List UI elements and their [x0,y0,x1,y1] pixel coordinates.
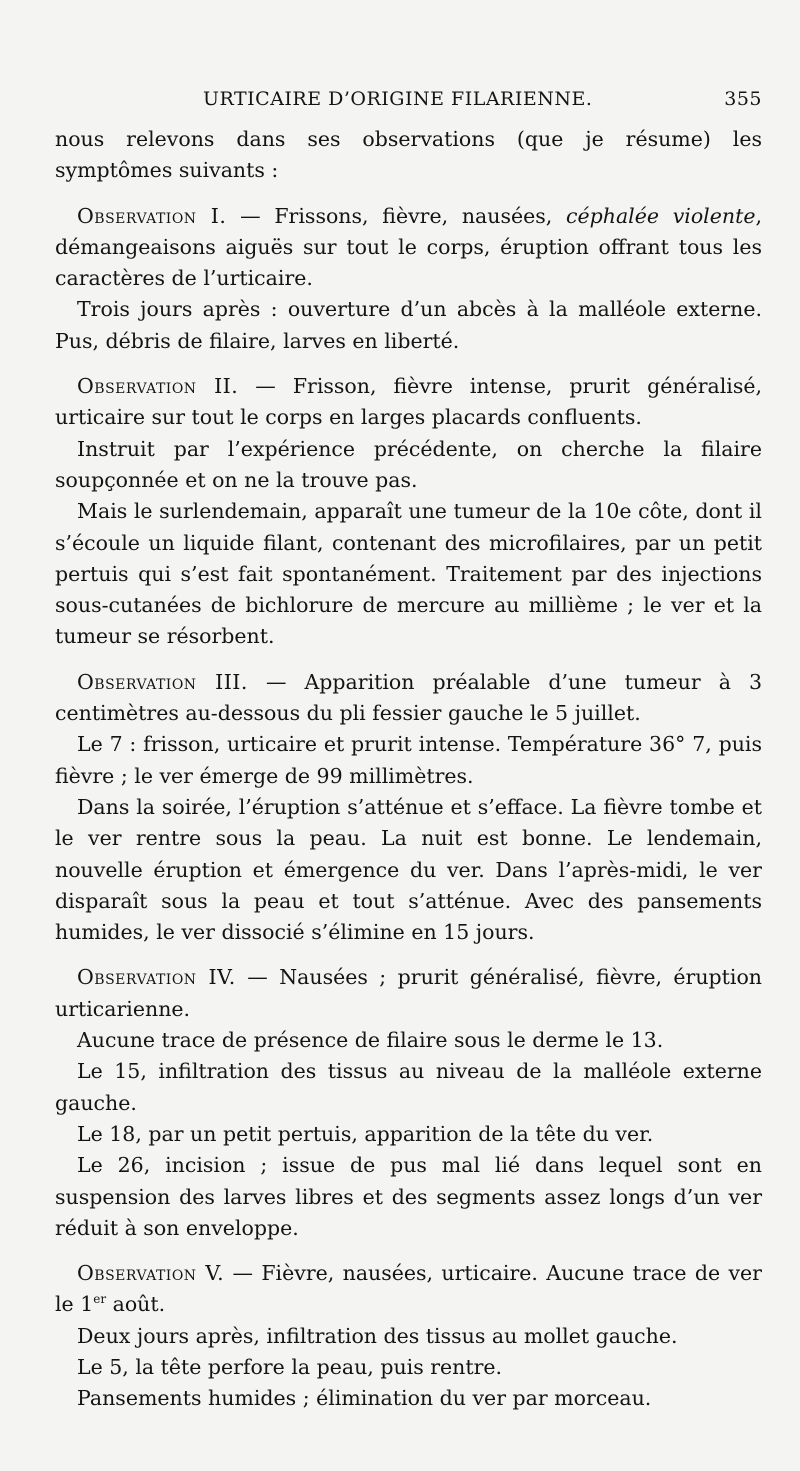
observation-label: Observation II. [77,374,239,399]
paragraph: Le 15, infiltration des tissus au niveau de la malléole externe gauche. [55,1059,762,1115]
emphasis-text: céphalée violente [566,203,756,228]
observation-text: — Apparition préalable d’une tumeur à 3 centimètres au-dessous du pli fessier gauche le 5 juillet. [55,669,763,726]
observation-1 [55,201,762,295]
paragraph: Aucune trace de présence de filaire sous le derme le 13. [77,1028,664,1053]
page-number: 355 [724,88,762,110]
paragraph: Le 18, par un petit pertuis, apparition de la tête du ver. [77,1121,654,1146]
observation-label: Observation I. [77,203,227,228]
observation-text: — Fièvre, nausées, urticaire. Aucune trace de ver le 1 [55,1261,762,1317]
paragraph: Trois jours après : ouverture d’un abcès à la malléole externe. Pus, débris de filaire, larves en liberté. [55,297,762,353]
observation-label: Observation IV. [77,965,236,990]
observation-3 [55,667,762,730]
observation-text: — Frissons, fièvre, nausées, [226,203,566,228]
paragraph: Instruit par l’expérience précédente, on cherche la filaire soupçonnée et on ne la trouve pas. [55,436,762,492]
observation-5 [55,1258,762,1321]
observation-text: — Frisson, fièvre intense, prurit généralisé, urticaire sur tout le corps en larges placards confluents. [55,374,762,430]
observation-label: Observation III. [77,669,248,694]
intro-paragraph: nous relevons dans ses observations (que je résume) les symptômes suivants : [55,127,762,183]
running-title: URTICAIRE D’ORIGINE FILARIENNE. [203,88,593,110]
paragraph: Dans la soirée, l’éruption s’atténue et s’efface. La fièvre tombe et le ver rentre sous la peau. La nuit est bonne. Le lendemain, nouvelle éruption et émergence du ver. Dans l’après-midi, le ver disparaît sous la peau et tout s’atténue. Avec des pansements humides, le ver dissocié s’élimine en 15 jours. [55,794,762,945]
paragraph: Le 5, la tête perfore la peau, puis rentre. [77,1354,503,1379]
page-body [55,124,762,1415]
observation-4 [55,962,762,1025]
observation-label: Observation V. [77,1261,225,1286]
paragraph: Le 26, incision ; issue de pus mal lié dans lequel sont en suspension des larves libres et des segments assez longs d’un ver réduit à son enveloppe. [55,1153,762,1240]
superscript: er [93,1292,107,1307]
observation-text: août. [106,1292,166,1317]
observation-text: — Nausées ; prurit généralisé, fièvre, éruption urticarienne. [55,965,762,1021]
paragraph: Deux jours après, infiltration des tissus au mollet gauche. [77,1323,678,1348]
paragraph: Pansements humides ; élimination du ver par morceau. [77,1386,652,1411]
paragraph: Mais le surlendemain, apparaît une tumeur de la 10e côte, dont il s’écoule un liquide filant, contenant des microfilaires, par un petit pertuis qui s’est fait spontanément. Traitement par des injections sous-cutanées de bichlorure de mercure au millième ; le ver et la tumeur se résorbent. [55,499,762,649]
running-head [55,88,762,124]
paragraph: Le 7 : frisson, urticaire et prurit intense. Température 36° 7, puis fièvre ; le ver émerge de 99 millimètres. [55,732,762,788]
observation-2 [55,371,762,434]
observation-text: , démangeaisons aiguës sur tout le corps, éruption offrant tous les caractères de l’urticaire. [55,203,762,291]
